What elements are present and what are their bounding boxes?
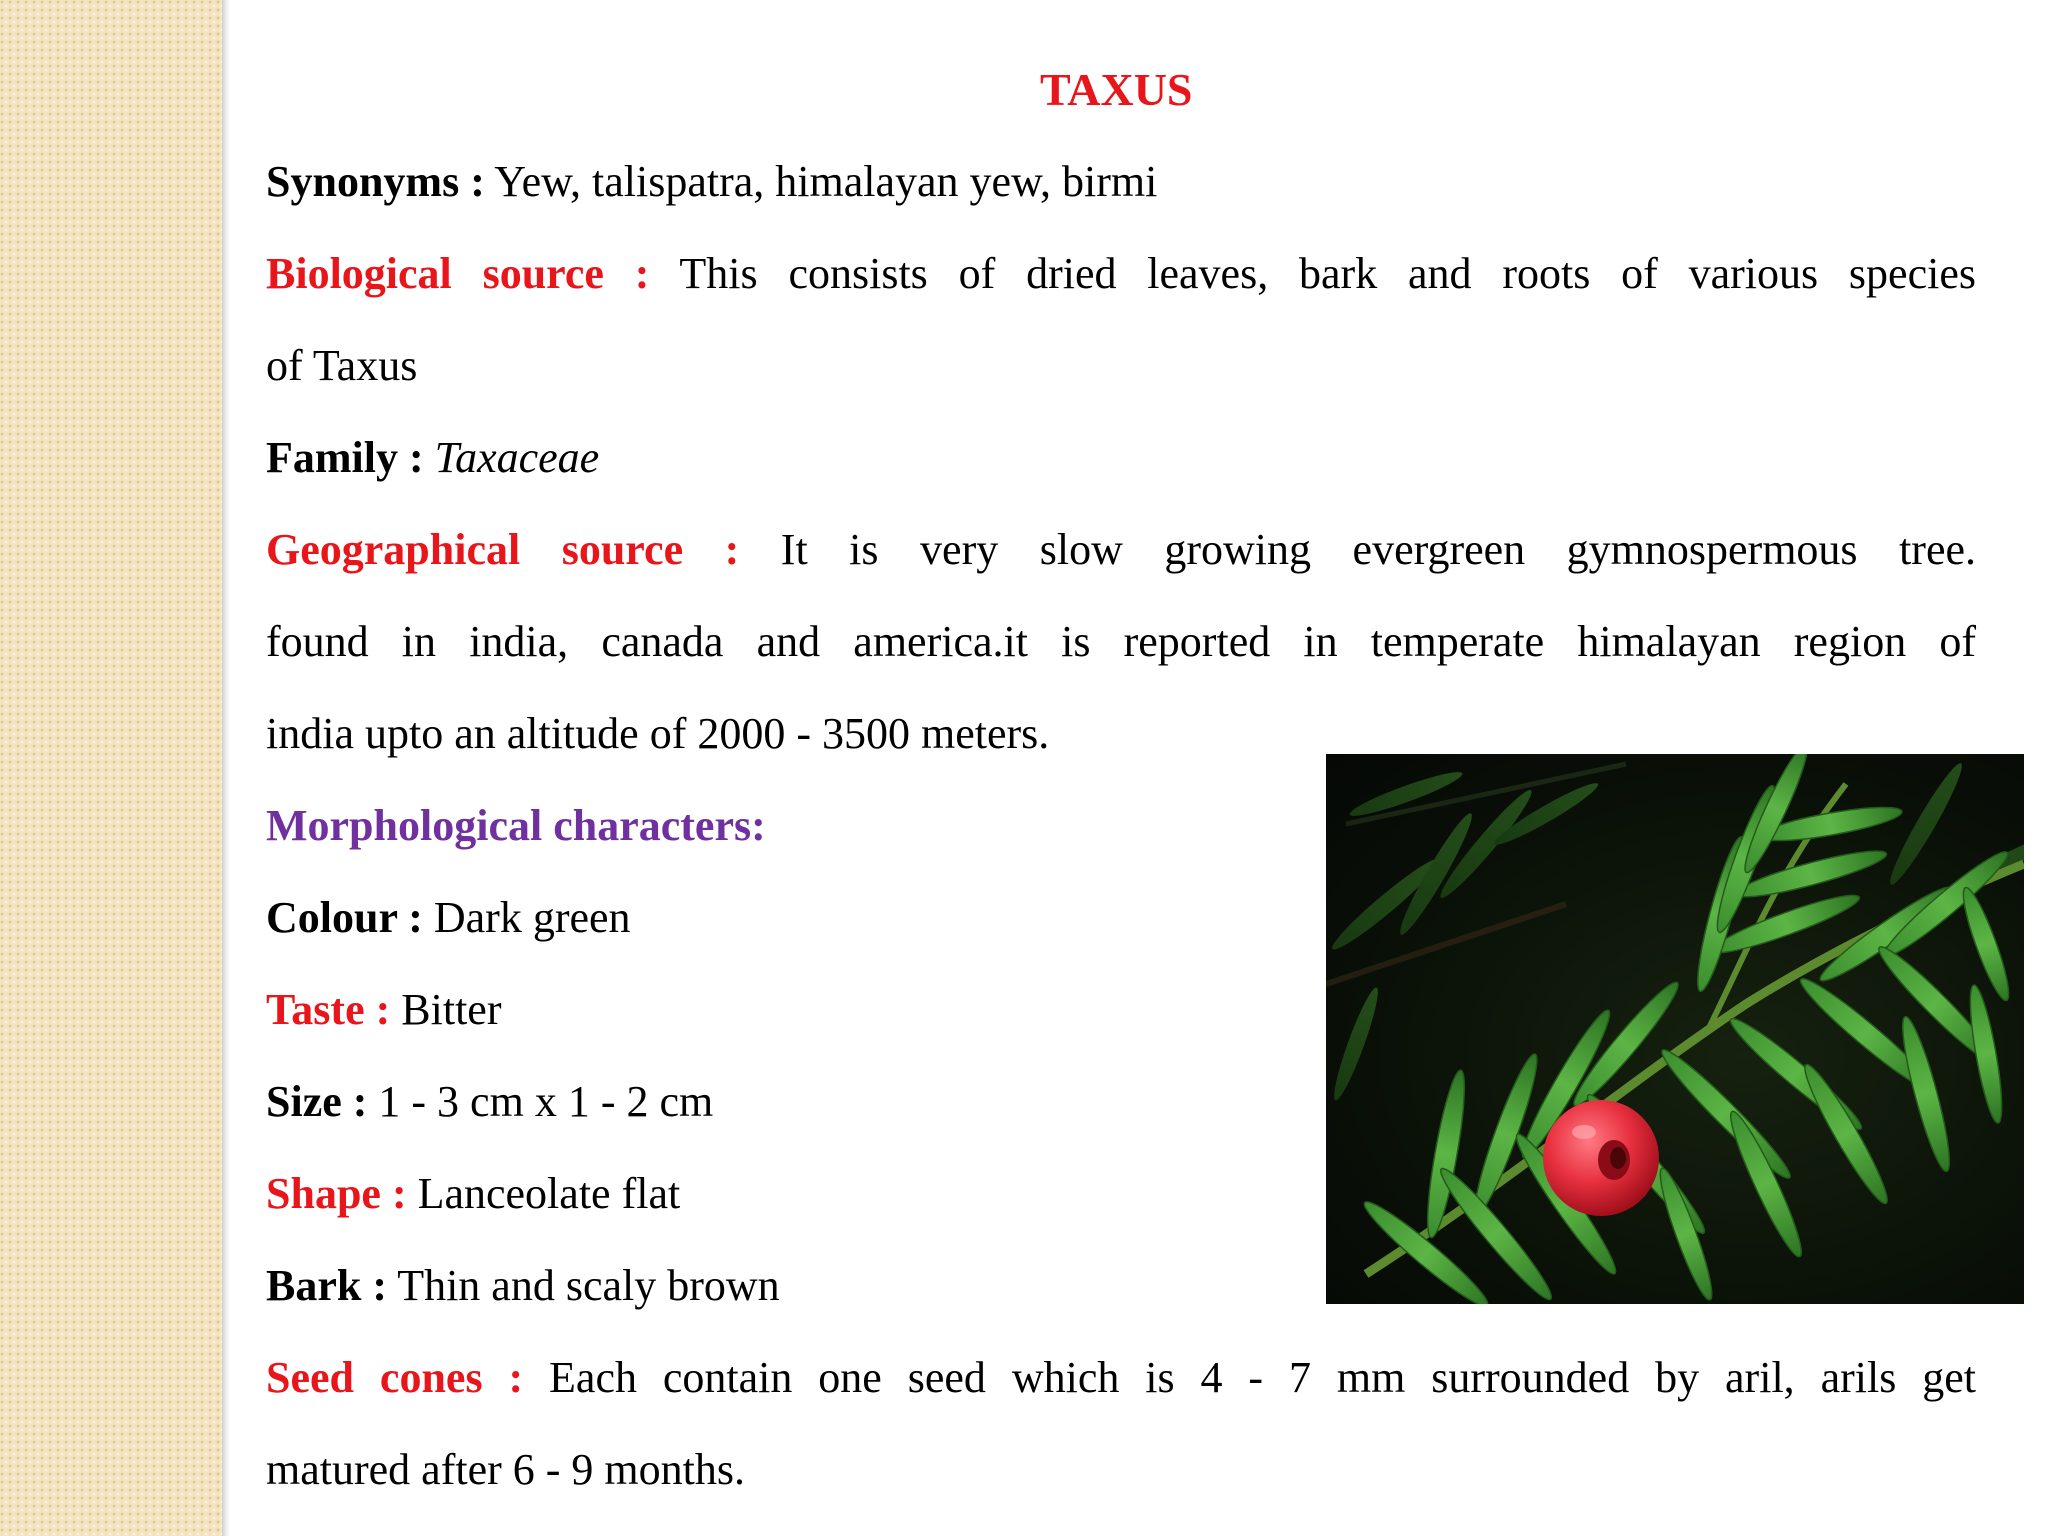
geographical-source-line-1 — [266, 520, 1976, 580]
synonyms-label: Synonyms : — [266, 157, 485, 206]
seed-cones-line-2 — [266, 1440, 745, 1500]
taste-value: Bitter — [390, 985, 502, 1034]
seed-cones-line-1 — [266, 1348, 1976, 1408]
colour-label: Colour : — [266, 893, 423, 942]
seed-cones-text-1: Each contain one seed which is 4 - 7 mm surrounded by aril, arils get — [523, 1353, 1976, 1402]
taxus-photo — [1326, 754, 2024, 1304]
shape-value: Lanceolate flat — [406, 1169, 681, 1218]
bark-line — [266, 1256, 780, 1316]
geographical-source-line-2 — [266, 612, 1976, 672]
biological-source-text-1: This consists of dried leaves, bark and roots of various species — [649, 249, 1976, 298]
side-band-edge — [222, 0, 230, 1536]
bark-label: Bark : — [266, 1261, 387, 1310]
geographical-source-label: Geographical source : — [266, 525, 740, 574]
size-line — [266, 1072, 713, 1132]
synonyms-value: Yew, talispatra, himalayan yew, birmi — [484, 157, 1158, 206]
synonyms-line — [266, 152, 1157, 212]
family-label: Family : — [266, 433, 424, 482]
size-value: 1 - 3 cm x 1 - 2 cm — [367, 1077, 714, 1126]
biological-source-line-1 — [266, 244, 1976, 304]
geographical-source-text-1: It is very slow growing evergreen gymnospermous tree. — [739, 525, 1977, 574]
geographical-source-text-3: india upto an altitude of 2000 - 3500 meters. — [266, 709, 1050, 758]
biological-source-line-2 — [266, 336, 417, 396]
family-value: Taxaceae — [434, 433, 600, 482]
size-label: Size : — [266, 1077, 368, 1126]
yew-branch-illustration — [1326, 754, 2024, 1304]
shape-line — [266, 1164, 680, 1224]
bark-value: Thin and scaly brown — [387, 1261, 780, 1310]
decorative-side-band — [0, 0, 222, 1536]
shape-label: Shape : — [266, 1169, 407, 1218]
biological-source-label: Biological source : — [266, 249, 650, 298]
biological-source-text-2: of Taxus — [266, 341, 418, 390]
slide-title: TAXUS — [1040, 64, 1193, 115]
colour-line — [266, 888, 631, 948]
red-aril — [1543, 1100, 1659, 1216]
taste-line — [266, 980, 501, 1040]
seed-cones-text-2: matured after 6 - 9 months. — [266, 1445, 745, 1494]
morphological-heading-line — [266, 796, 766, 856]
morphological-heading: Morphological characters: — [266, 801, 766, 850]
colour-value: Dark green — [422, 893, 631, 942]
geographical-source-text-2: found in india, canada and america.it is reported in temperate himalayan region of — [266, 617, 1976, 666]
seed-cones-label: Seed cones : — [266, 1353, 524, 1402]
family-line — [266, 428, 599, 488]
taste-label: Taste : — [266, 985, 391, 1034]
geographical-source-line-3 — [266, 704, 1049, 764]
